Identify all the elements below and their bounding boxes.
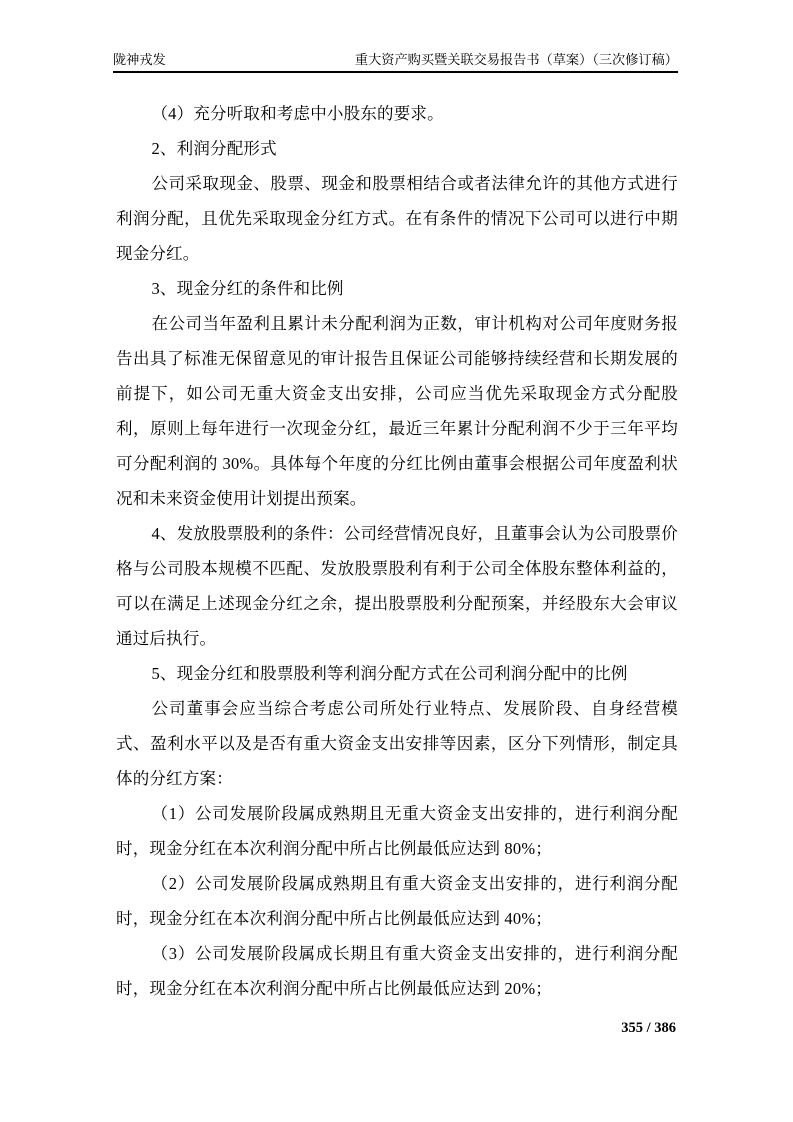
header-company-name: 陇神戎发 <box>113 52 166 67</box>
list-item-2: （2）公司发展阶段属成熟期且有重大资金支出安排的，进行利润分配时，现金分红在本次利润分配中所占比例最低应达到 40%； <box>116 874 678 928</box>
list-item-1: （1）公司发展阶段属成熟期且无重大资金支出安排的，进行利润分配时，现金分红在本次利润分配中所占比例最低应达到 80%； <box>116 804 678 858</box>
page-number: 355 / 386 <box>621 1020 676 1036</box>
list-item-4: （4）充分听取和考虑中小股东的要求。 <box>151 104 444 123</box>
document-body <box>116 96 678 1006</box>
paragraph-board-considerations: 公司董事会应当综合考虑公司所处行业特点、发展阶段、自身经营模式、盈利水平以及是否有重大资金支出安排等因素，区分下列情形，制定具体的分红方案： <box>116 699 678 788</box>
page-header <box>113 52 678 73</box>
section-heading-cash-dividend-conditions: 3、现金分红的条件和比例 <box>151 279 344 298</box>
paragraph-distribution-form: 公司采取现金、股票、现金和股票相结合或者法律允许的其他方式进行利润分配，且优先采取现金分红方式。在有条件的情况下公司可以进行中期现金分红。 <box>116 174 678 263</box>
paragraph-stock-dividend-conditions: 4、发放股票股利的条件：公司经营情况良好，且董事会认为公司股票价格与公司股本规模不匹配、发放股票股利有利于公司全体股东整体利益的，可以在满足上述现金分红之余，提出股票股利分配预案，并经股东大会审议通过后执行。 <box>116 524 678 648</box>
list-item-3: （3）公司发展阶段属成长期且有重大资金支出安排的，进行利润分配时，现金分红在本次利润分配中所占比例最低应达到 20%； <box>116 944 678 998</box>
section-heading-dividend-ratio: 5、现金分红和股票股利等利润分配方式在公司利润分配中的比例 <box>151 664 628 683</box>
section-heading-profit-distribution-form: 2、利润分配形式 <box>151 139 277 158</box>
paragraph-cash-dividend-conditions: 在公司当年盈利且累计未分配利润为正数，审计机构对公司年度财务报告出具了标准无保留意见的审计报告且保证公司能够持续经营和长期发展的前提下，如公司无重大资金支出安排，公司应当优先采取现金方式分配股利，原则上每年进行一次现金分红，最近三年累计分配利润不少于三年平均可分配利润的 30%。具体每个年度的分红比例由董事会根据公司年度盈利状况和未来资金使用计划提出预案。 <box>116 314 678 508</box>
header-report-title: 重大资产购买暨关联交易报告书（草案）（三次修订稿） <box>354 52 678 67</box>
